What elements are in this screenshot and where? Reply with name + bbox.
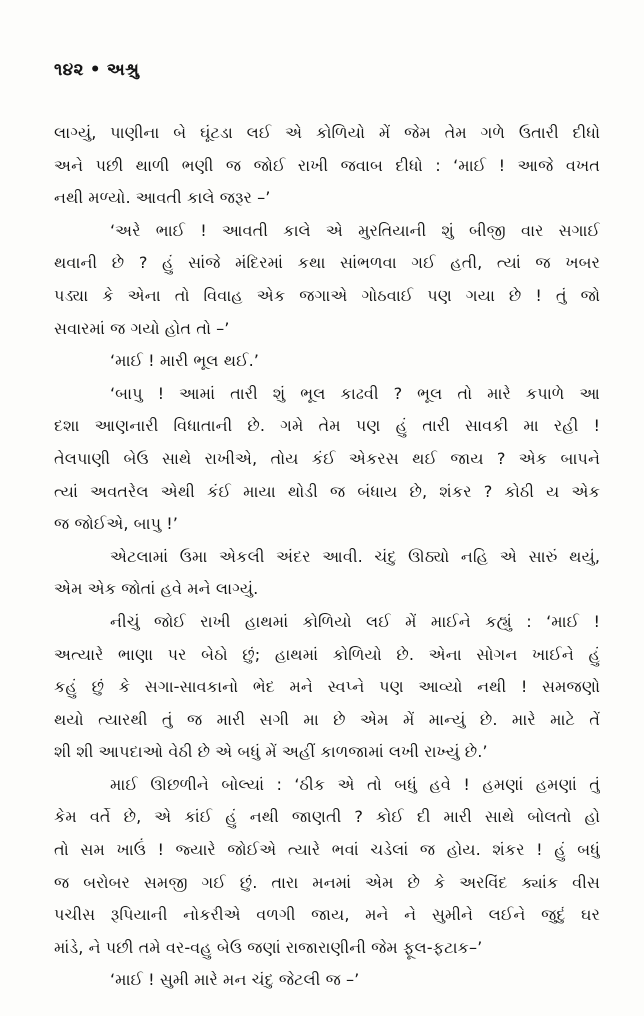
text-line: માંડે, ને પછી તમે વર-વહુ બેઉ જણાં રાજારાણીની જેમ ફૂલ-ફટાક–’ (54, 937, 483, 957)
text-line: સવારમાં જ ગયો હોત તો –’ (54, 318, 230, 338)
text-line: એટલામાં ઉમા એકલી અંદર આવી. ચંદુ ઊઠ્યો નહિ એ સારું થયું, (110, 546, 600, 566)
text-line: જ જોઈએ, બાપુ !’ (54, 514, 178, 534)
separator-dot: • (89, 60, 101, 80)
text-line: ત્યાં અવતરેલ એથી કંઈ માયા થોડી જ બંધાય છે, શંકર ? કોઠી ય એક (54, 481, 600, 501)
text-line: લાગ્યું, પાણીના બે ઘૂંટડા લઈ એ કોળિયો મેં જેમ તેમ ગળે ઉતારી દીધો (54, 123, 600, 142)
text-line: એમ એક જોતાં હવે મને લાગ્યું. (54, 579, 259, 599)
text-line: અને પછી થાળી ભણી જ જોઈ રાખી જવાબ દીધો : ‘માઈ ! આજે વખત (54, 155, 600, 175)
text-line: ‘અરે ભાઈ ! આવતી કાલે એ મુરતિયાની શું બીજી વાર સગાઈ (110, 220, 600, 240)
text-line: તો સમ ખાઉં ! જ્યારે જોઈએ ત્યારે ભવાં ચડેલાં જ હોય. શંકર ! હું બધું (54, 840, 600, 860)
text-line: નીચું જોઈ રાખી હાથમાં કોળિયો લઈ મેં માઈને કહ્યું : ‘માઈ ! (110, 611, 600, 631)
text-line: ‘માઈ ! સુમી મારે મન ચંદુ જેટલી જ –’ (110, 970, 360, 990)
text-line: શી શી આપદાઓ વેઠી છે એ બધું મેં અહીં કાળજામાં લખી રાખ્યું છે.’ (54, 742, 488, 762)
book-title: અશ્રુ (106, 60, 140, 80)
text-line: થયો ત્યારથી તું જ મારી સગી મા છે એમ મેં માન્યું છે. મારે માટે તેં (54, 709, 600, 729)
text-line: પડ્યા કે એના તો વિવાહ એક જગાએ ગોઠવાઈ પણ ગયા છે ! તું જો (54, 285, 600, 305)
text-line: અત્યારે ભાણા પર બેઠો છું; હાથમાં કોળિયો છે. એના સોગન ખાઈને હું (54, 644, 600, 664)
text-line: કેમ વર્તે છે, એ કાંઈ હું નથી જાણતી ? કોઈ દી મારી સાથે બોલતો હો (54, 807, 600, 827)
text-line: જ બરોબર સમજી ગઈ છું. તારા મનમાં એમ છે કે અરવિંદ ક્યાંક વીસ (54, 872, 600, 892)
text-line: નથી મળ્યો. આવતી કાલે જરૂર –’ (54, 188, 271, 208)
text-line: થવાની છે ? હું સાંજે મંદિરમાં કથા સાંભળવા ગઈ હતી, ત્યાં જ ખબર (54, 253, 600, 273)
text-line: પચીસ રૂપિયાની નોકરીએ વળગી જાય, મને ને સુમીને લઈને જુદું ઘર (54, 905, 600, 925)
text-line: ‘બાપુ ! આમાં તારી શું ભૂલ કાઢવી ? ભૂલ તો મારે કપાળે આ (110, 383, 600, 403)
text-line: ‘માઈ ! મારી ભૂલ થઈ.’ (110, 351, 259, 371)
text-line: કહું છું કે સગા-સાવકાનો ભેદ મને સ્વપ્ને પણ આવ્યો નથી ! સમજણો (54, 677, 600, 697)
running-head (54, 60, 139, 80)
page-number: ૧૪૨ (54, 60, 84, 80)
text-line: દશા આણનારી વિધાતાની છે. ગમે તેમ પણ હું તારી સાવકી મા રહી ! (54, 416, 600, 436)
body-text (54, 117, 600, 997)
text-line: તેલપાણી બેઉ સાથે રાખીએ, તોય કંઈ એકરસ થઈ જાય ? એક બાપને (54, 448, 600, 468)
text-line: માઈ ઊછળીને બોલ્યાં : ‘ઠીક એ તો બધું હવે ! હમણાં હમણાં તું (110, 774, 600, 794)
